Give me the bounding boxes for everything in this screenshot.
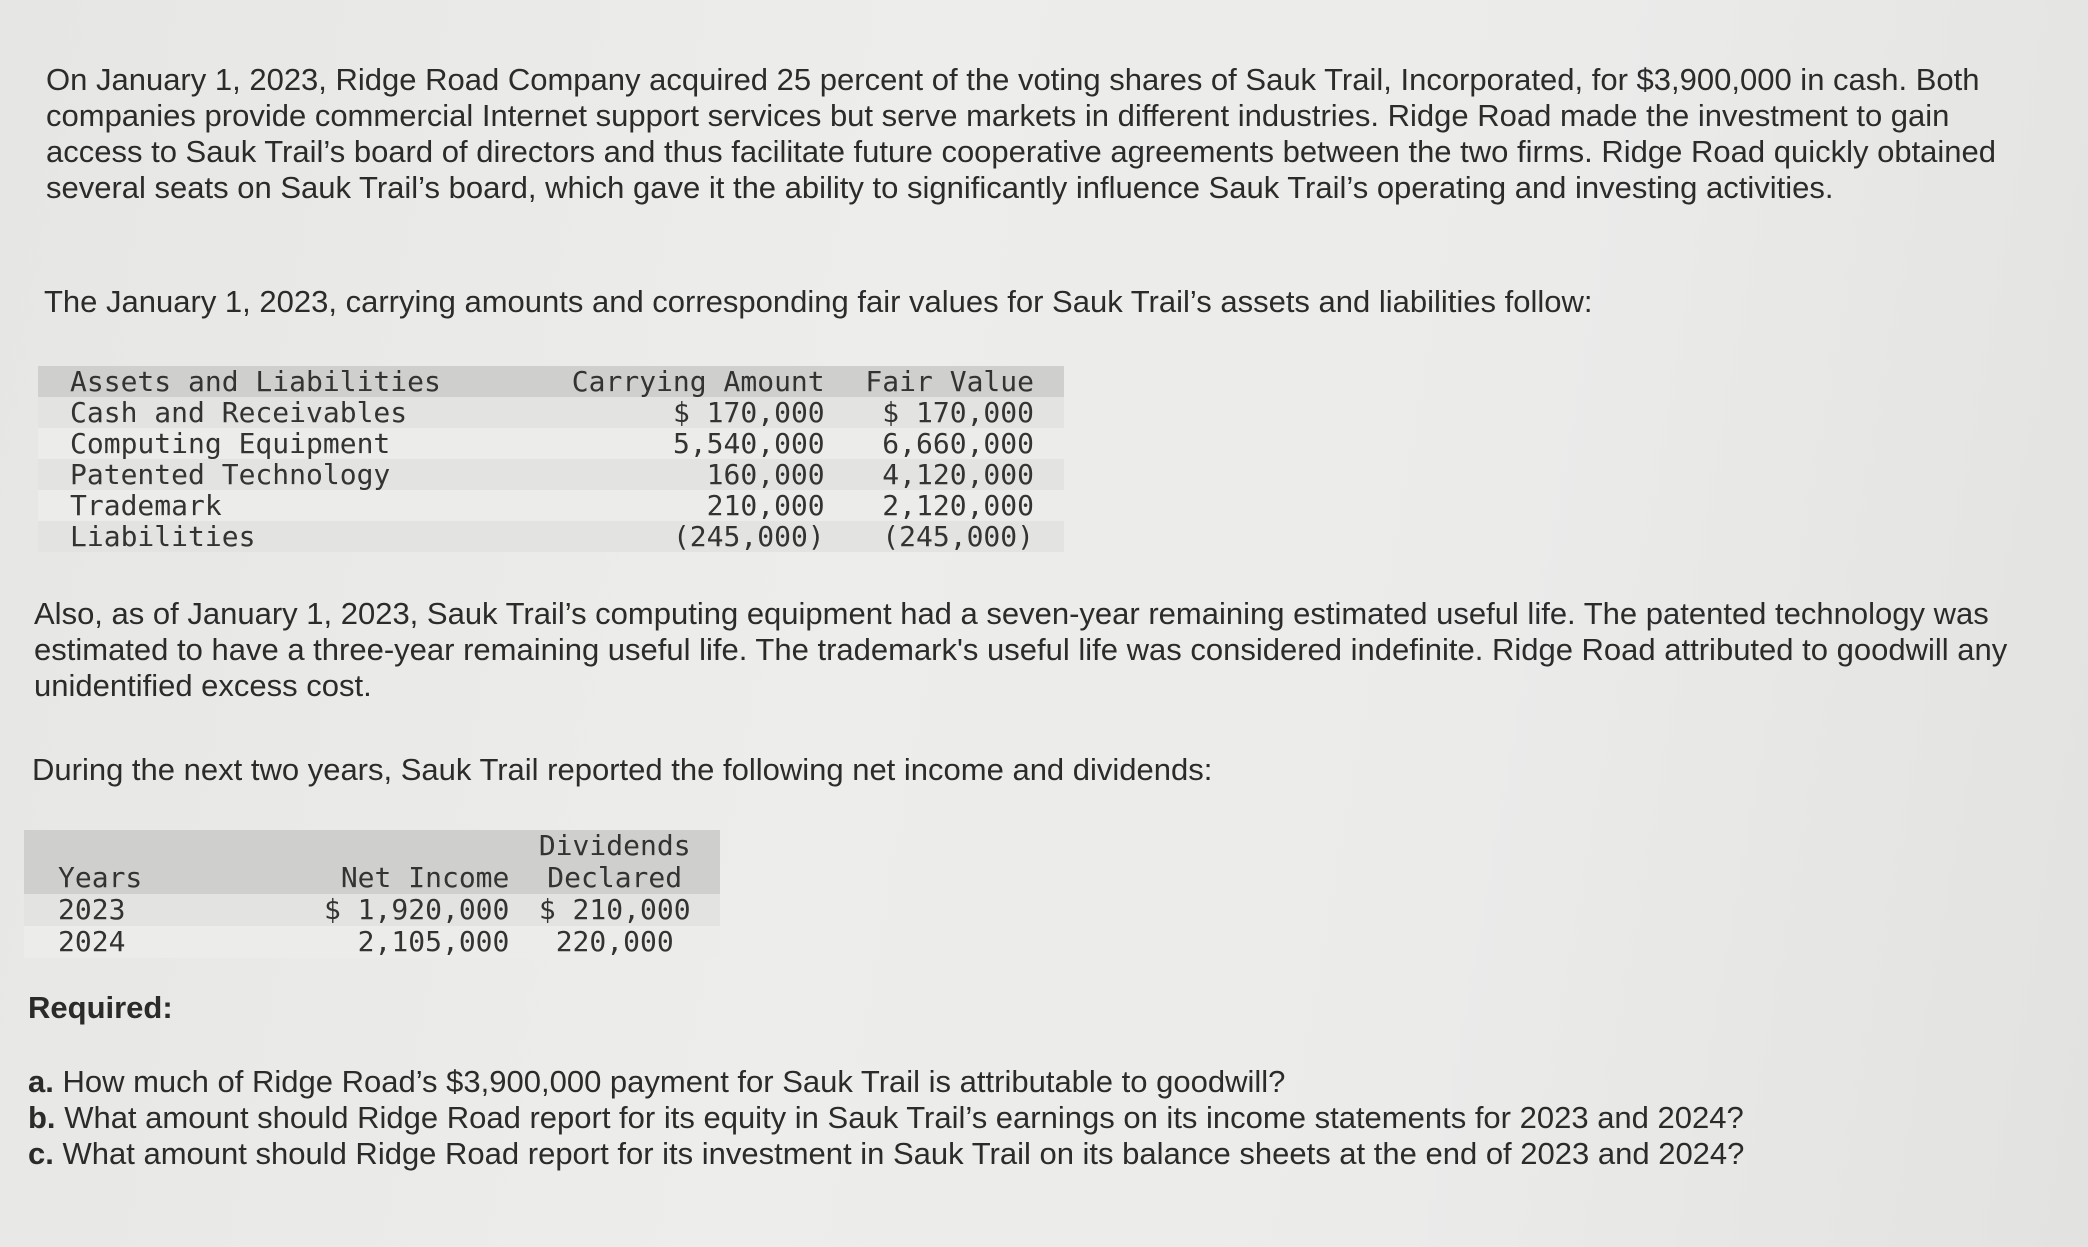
- intro-paragraph: On January 1, 2023, Ridge Road Company acquired 25 percent of the voting shares of Sauk Trail, Incorporated, for $3,900,000 in cash. Both companies provide commercial Internet support services but serve markets in different industries. Ridge Road made the investment to gain access to Sauk Trail’s board of directors and thus facilitate future cooperative agreements between the two firms. Ridge Road quickly obtained several seats on Sauk Trail’s board, which gave it the ability to significantly influence Sauk Trail’s operating and investing activities.: [46, 62, 1997, 205]
- row-fair: 4,120,000: [882, 458, 1034, 491]
- header-fair-value: Fair Value: [865, 365, 1034, 398]
- table-row: [38, 521, 1064, 552]
- row-fair: 6,660,000: [882, 427, 1034, 460]
- required-heading: Required:: [28, 990, 173, 1025]
- row-fair: $ 170,000: [882, 396, 1034, 429]
- row-net-income: $ 1,920,000: [323, 893, 510, 926]
- row-item: Patented Technology: [70, 458, 391, 491]
- assets-table-header-row: [38, 366, 1064, 397]
- table-row: [24, 894, 720, 926]
- income-intro-paragraph: During the next two years, Sauk Trail reported the following net income and dividends:: [32, 752, 1213, 787]
- row-item: Cash and Receivables: [70, 396, 408, 429]
- table-intro-paragraph: The January 1, 2023, carrying amounts and corresponding fair values for Sauk Trail’s assets and liabilities follow:: [44, 284, 1593, 319]
- table-row: [38, 397, 1064, 428]
- question-c: [28, 1136, 2028, 1172]
- income-table-header-row-1: [24, 830, 720, 862]
- header-net-income: Net Income: [340, 861, 510, 894]
- income-dividends-table: [24, 830, 720, 958]
- table-row: [38, 490, 1064, 521]
- question-a: [28, 1064, 2028, 1100]
- header-years: Years: [58, 861, 143, 894]
- row-carrying: 210,000: [706, 489, 825, 522]
- question-text: How much of Ridge Road’s $3,900,000 payment for Sauk Trail is attributable to goodwill?: [62, 1064, 1286, 1099]
- header-declared: Declared: [547, 861, 683, 894]
- row-carrying: 160,000: [706, 458, 825, 491]
- row-dividends: 220,000: [555, 925, 674, 958]
- row-carrying: 5,540,000: [672, 427, 825, 460]
- row-fair: 2,120,000: [882, 489, 1034, 522]
- question-letter: b.: [28, 1100, 56, 1135]
- row-carrying: (245,000): [672, 520, 825, 553]
- row-year: 2024: [58, 925, 126, 958]
- table-row: [38, 459, 1064, 490]
- row-carrying: $ 170,000: [672, 396, 825, 429]
- header-assets-liabilities: Assets and Liabilities: [70, 365, 441, 398]
- assets-liabilities-table: [38, 366, 1064, 552]
- table-row: [24, 926, 720, 958]
- question-text: What amount should Ridge Road report for its investment in Sauk Trail on its balance sheets at the end of 2023 and 2024?: [62, 1136, 1745, 1171]
- question-letter: c.: [28, 1136, 54, 1171]
- row-year: 2023: [58, 893, 126, 926]
- row-fair: (245,000): [882, 520, 1034, 553]
- question-letter: a.: [28, 1064, 54, 1099]
- questions-list: [28, 1064, 2028, 1172]
- row-item: Liabilities: [70, 520, 256, 553]
- row-item: Computing Equipment: [70, 427, 391, 460]
- question-b: [28, 1100, 2028, 1136]
- useful-life-paragraph: Also, as of January 1, 2023, Sauk Trail’s computing equipment had a seven-year remaining estimated useful life. The patented technology was estimated to have a three-year remaining useful life. The trademark's useful life was considered indefinite. Ridge Road attributed to goodwill any unidentified excess cost.: [34, 596, 2008, 703]
- question-text: What amount should Ridge Road report for its equity in Sauk Trail’s earnings on its income statements for 2023 and 2024?: [64, 1100, 1744, 1135]
- header-carrying-amount: Carrying Amount: [571, 365, 825, 398]
- row-item: Trademark: [70, 489, 222, 522]
- header-dividends: Dividends: [538, 829, 691, 862]
- row-net-income: 2,105,000: [357, 925, 510, 958]
- row-dividends: $ 210,000: [538, 893, 691, 926]
- table-row: [38, 428, 1064, 459]
